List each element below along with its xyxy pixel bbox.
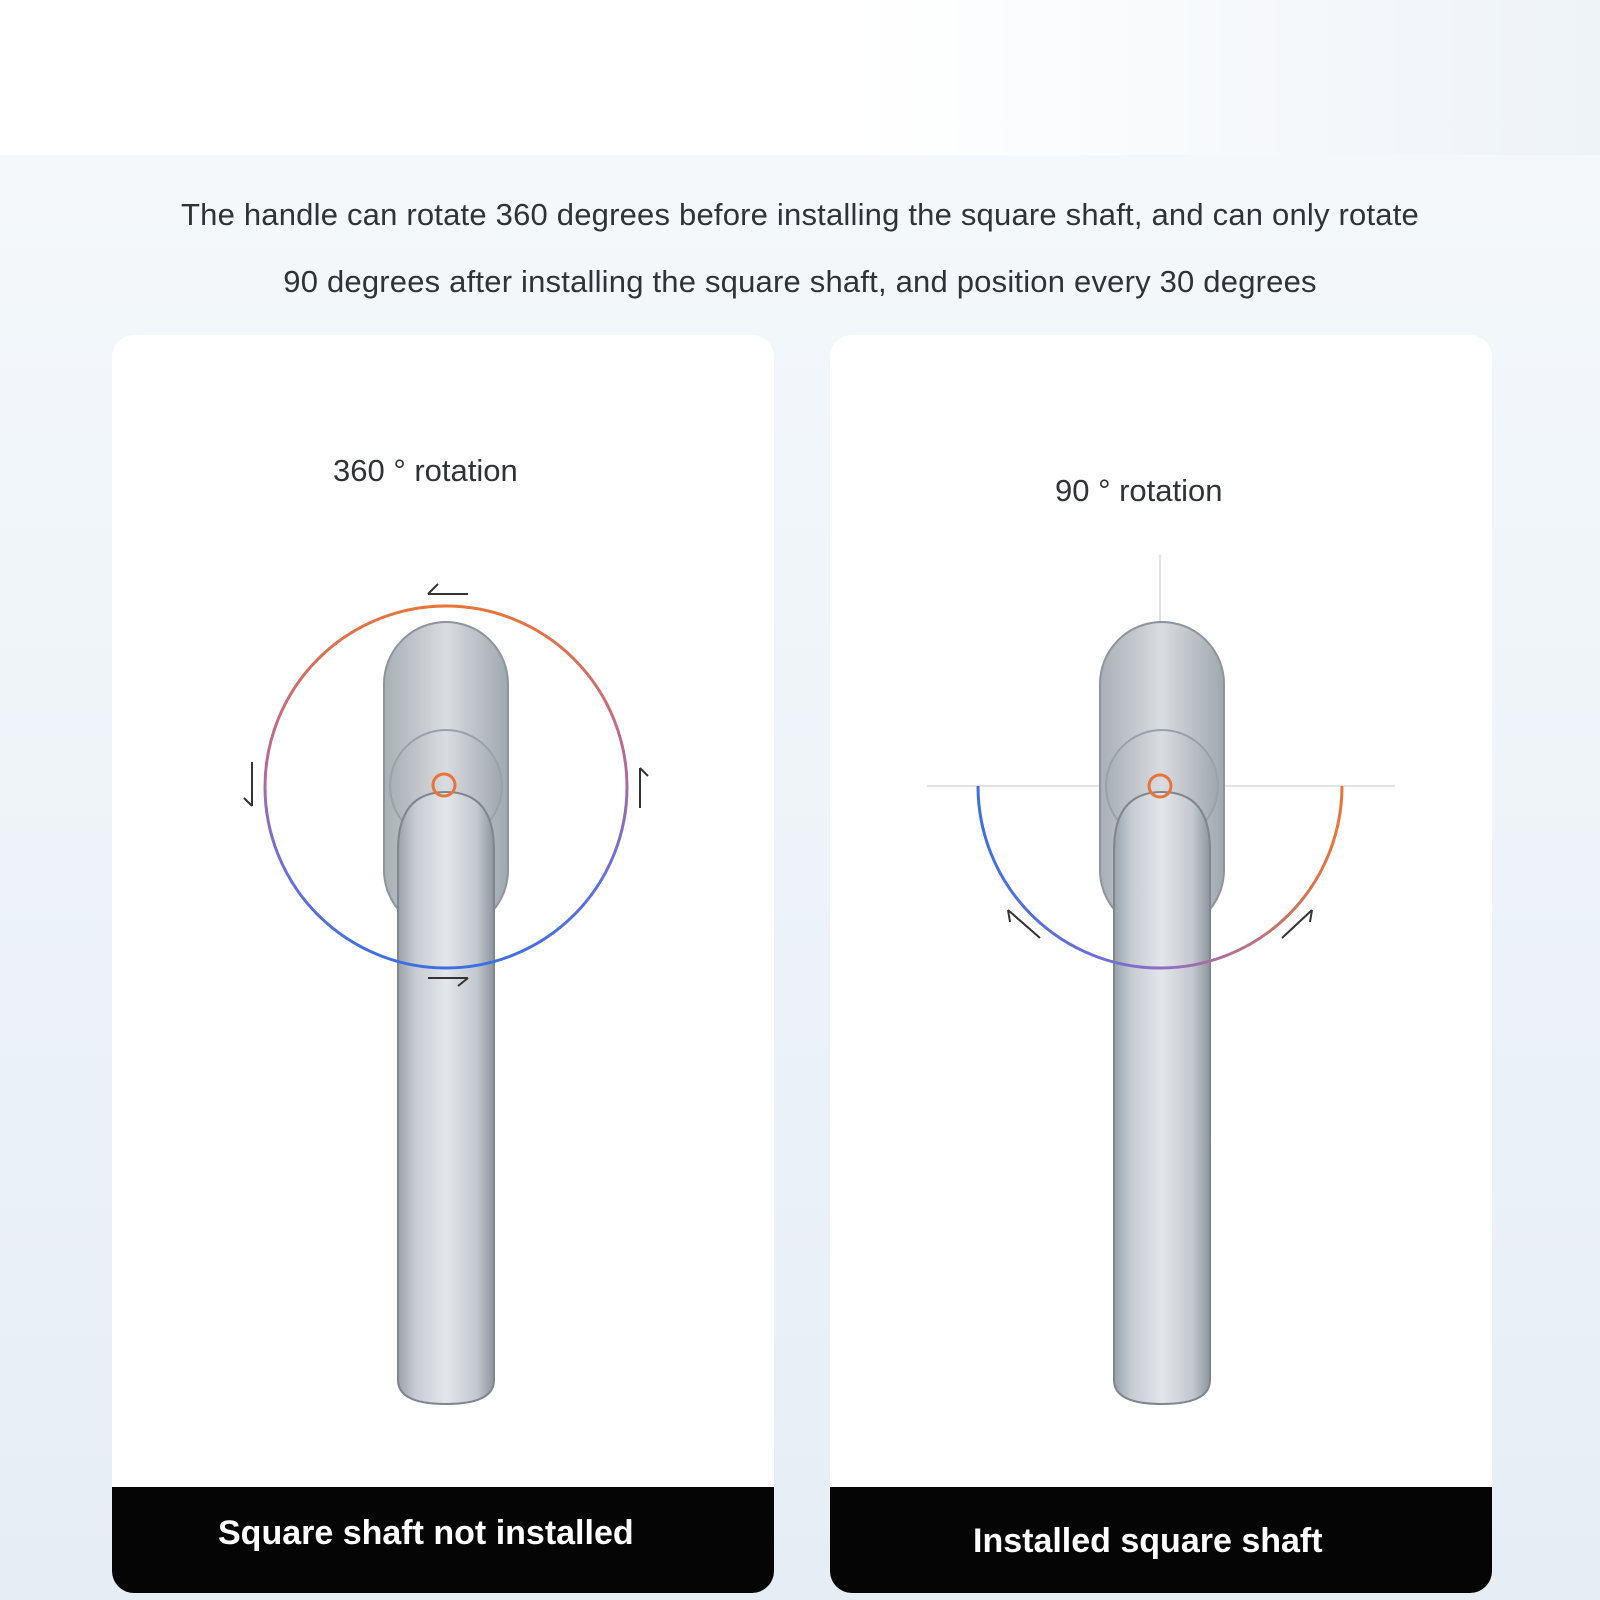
- rotation-arrow-icon: [640, 768, 648, 808]
- footer-label: Square shaft not installed: [218, 1514, 634, 1552]
- window-handle-icon: [384, 622, 508, 1404]
- rotation-arrow-icon: [244, 762, 252, 806]
- rotation-label: 360 ° rotation: [333, 453, 518, 488]
- rotation-arrow-icon: [428, 584, 468, 594]
- rotation-arrow-icon: [1282, 910, 1312, 938]
- footer-label: Installed square shaft: [973, 1522, 1323, 1560]
- caption-line-1: The handle can rotate 360 degrees before installing the square shaft, and can only rotate: [181, 197, 1419, 232]
- caption-line-2: 90 degrees after installing the square shaft, and position every 30 degrees: [283, 264, 1317, 299]
- window-handle-icon: [1100, 622, 1224, 1404]
- rotation-label: 90 ° rotation: [1055, 473, 1223, 508]
- rotation-arrow-icon: [1008, 910, 1040, 938]
